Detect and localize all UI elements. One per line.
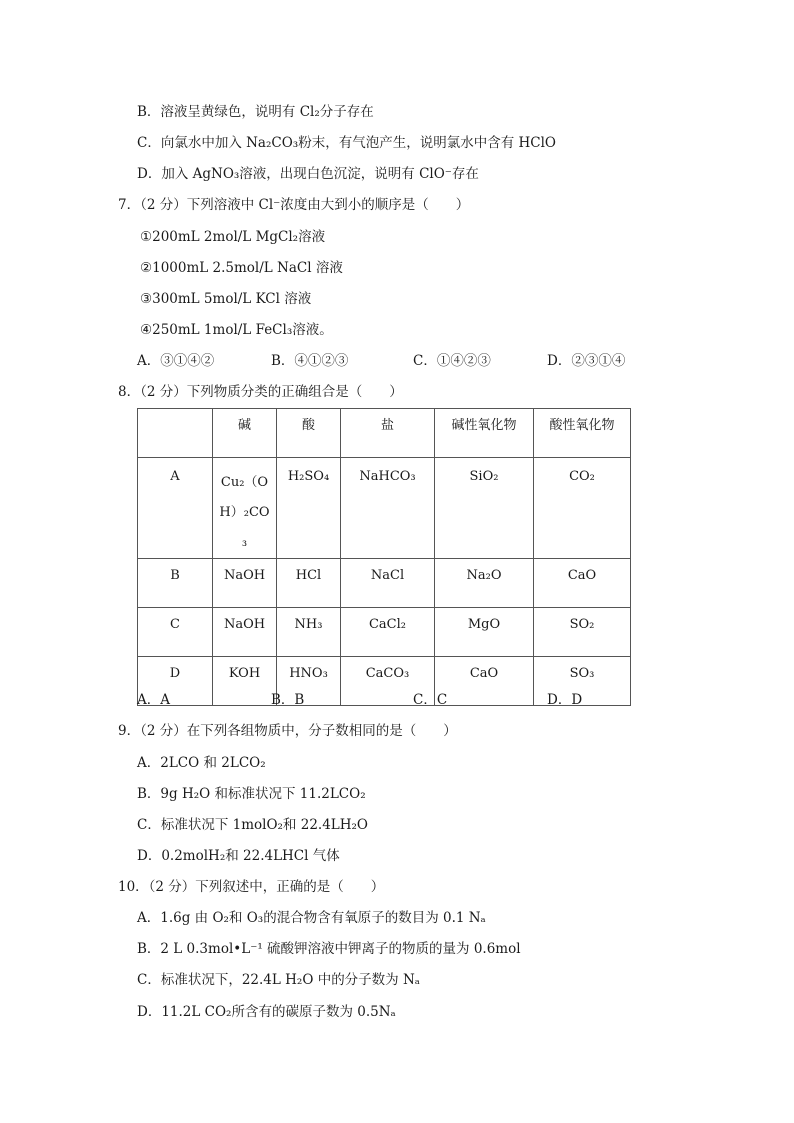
q8-choice-d[interactable]: D．D: [547, 692, 583, 708]
q9-option-c[interactable]: C．标准状况下 1molO₂和 22.4LH₂O: [137, 817, 369, 833]
header-acid: 酸: [301, 418, 315, 433]
classification-table: [137, 408, 631, 706]
q10-option-b[interactable]: B．2 L 0.3mol•L⁻¹ 硫酸钾溶液中钾离子的物质的量为 0.6mol: [137, 941, 521, 957]
table-header-cell: [435, 409, 534, 458]
table-row: [138, 458, 631, 559]
table-header-cell: [341, 409, 435, 458]
header-salt: 盐: [380, 418, 394, 433]
table-cell: KOH: [228, 666, 261, 681]
table-header-cell: [138, 409, 213, 458]
table-cell: NaOH: [223, 568, 266, 583]
q7-stem: 7．（2 分）下列溶液中 Cl⁻浓度由大到小的顺序是（ ）: [118, 197, 470, 213]
q7-item-3: ③300mL 5mol/L KCl 溶液: [140, 291, 312, 307]
table-cell: Na₂O: [466, 568, 502, 583]
row-label: B: [170, 568, 180, 583]
q7-choice-a[interactable]: A．③①④②: [137, 353, 215, 369]
q8-stem: 8．（2 分）下列物质分类的正确组合是（ ）: [118, 384, 403, 400]
q10-stem: 10．（2 分）下列叙述中，正确的是（ ）: [118, 879, 385, 895]
q8-choices: [137, 691, 657, 709]
q10-option-c[interactable]: C．标准状况下，22.4L H₂O 中的分子数为 Nₐ: [137, 972, 420, 988]
table-row: [138, 559, 631, 608]
q6-option-c: C．向氯水中加入 Na₂CO₃粉末，有气泡产生，说明氯水中含有 HClO: [137, 135, 556, 151]
q6-option-b: B．溶液呈黄绿色，说明有 Cl₂分子存在: [137, 104, 374, 120]
q8-choice-c[interactable]: C．C: [413, 692, 448, 708]
table-cell: SO₂: [569, 617, 595, 632]
table-header-cell: [213, 409, 277, 458]
row-label: D: [169, 666, 181, 681]
q9-option-a[interactable]: A．2LCO 和 2LCO₂: [137, 755, 266, 771]
table-cell: NaCl: [370, 568, 405, 583]
header-basic-oxide: 碱性氧化物: [451, 418, 517, 433]
q7-choice-d[interactable]: D．②③①④: [547, 353, 626, 369]
q8-choice-b[interactable]: B．B: [271, 692, 305, 708]
table-cell: SO₃: [569, 666, 595, 681]
table-cell: HNO₃: [289, 666, 328, 681]
table-header-cell: [277, 409, 341, 458]
q9-option-d[interactable]: D．0.2molH₂和 22.4LHCl 气体: [137, 848, 340, 864]
table-cell: NH₃: [294, 617, 323, 632]
q7-item-2: ②1000mL 2.5mol/L NaCl 溶液: [140, 260, 343, 276]
table-cell: NaOH: [223, 617, 266, 632]
q9-option-b[interactable]: B．9g H₂O 和标准状况下 11.2LCO₂: [137, 786, 366, 802]
table-cell: CaO: [567, 568, 597, 583]
q10-option-d[interactable]: D．11.2L CO₂所含有的碳原子数为 0.5Nₐ: [137, 1004, 396, 1020]
row-label: A: [170, 469, 180, 484]
q6-option-d: D．加入 AgNO₃溶液，出现白色沉淀，说明有 ClO⁻存在: [137, 166, 479, 182]
q7-choices: [137, 352, 657, 370]
table-cell: MgO: [467, 617, 501, 632]
table-cell: CO₂: [569, 469, 595, 484]
q10-option-a[interactable]: A．1.6g 由 O₂和 O₃的混合物含有氧原子的数目为 0.1 Nₐ: [137, 910, 486, 926]
header-acidic-oxide: 酸性氧化物: [549, 418, 615, 433]
table-cell: H₂SO₄: [287, 469, 330, 484]
table-cell: CaCO₃: [365, 666, 410, 681]
table-cell: CaCl₂: [368, 617, 406, 632]
table-header-row: [138, 409, 631, 458]
table-cell: Cu₂（OH）₂CO₃: [219, 475, 270, 550]
table-row: [138, 608, 631, 657]
table-header-cell: [534, 409, 631, 458]
q7-choice-c[interactable]: C．①④②③: [413, 353, 491, 369]
table-cell: HCl: [295, 568, 322, 583]
table-cell: CaO: [469, 666, 499, 681]
header-base: 碱: [237, 418, 251, 433]
q8-choice-a[interactable]: A．A: [137, 692, 170, 708]
q7-item-1: ①200mL 2mol/L MgCl₂溶液: [140, 229, 326, 245]
q7-choice-b[interactable]: B．④①②③: [271, 353, 349, 369]
row-label: C: [170, 617, 180, 632]
q7-item-4: ④250mL 1mol/L FeCl₃溶液。: [140, 322, 333, 338]
q9-stem: 9．（2 分）在下列各组物质中，分子数相同的是（ ）: [118, 723, 457, 739]
table-cell: NaHCO₃: [359, 469, 416, 484]
table-cell: SiO₂: [469, 469, 499, 484]
